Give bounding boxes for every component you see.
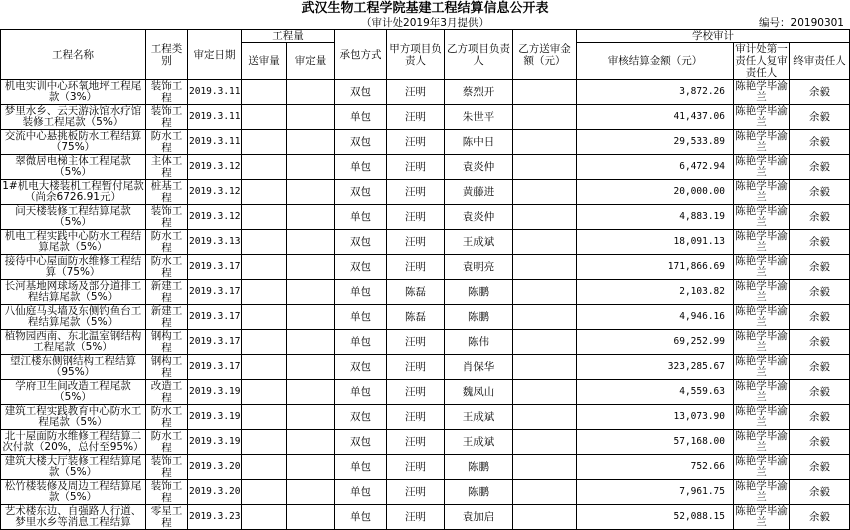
table-cell-party-b[interactable]: 陈中日 xyxy=(445,130,513,155)
table-cell-approved[interactable] xyxy=(287,105,335,130)
table-cell-party-b[interactable]: 肖保华 xyxy=(445,355,513,380)
table-row xyxy=(1,480,850,505)
table-cell-contract[interactable]: 单包 xyxy=(335,480,387,505)
table-cell-contract[interactable]: 双包 xyxy=(335,405,387,430)
table-cell-party-b[interactable]: 袁炎仲 xyxy=(445,205,513,230)
table-cell-final-reviewer[interactable]: 余毅 xyxy=(790,455,850,480)
col-header-name: 工程名称 xyxy=(1,30,146,80)
table-cell-sent[interactable] xyxy=(242,505,287,530)
table-cell-audit-amount[interactable]: 4,883.19 xyxy=(577,205,734,230)
table-cell-first-reviewer[interactable]: 陈艳学毕渝兰 xyxy=(735,380,788,403)
table-cell-date[interactable]: 2019.3.11 xyxy=(188,130,242,155)
table-cell-approved[interactable] xyxy=(287,430,335,455)
table-cell-approved[interactable] xyxy=(287,255,335,280)
table-cell-submitted[interactable] xyxy=(513,155,577,180)
table-cell-submitted[interactable] xyxy=(513,330,577,355)
table-cell-sent[interactable] xyxy=(242,330,287,355)
col-header-audit-amount: 审核结算金额（元） xyxy=(577,43,734,80)
table-cell-date[interactable]: 2019.3.12 xyxy=(188,180,242,205)
table-cell-contract[interactable]: 单包 xyxy=(335,105,387,130)
document-code: 编号：20190301 xyxy=(759,17,844,29)
table-cell-type[interactable]: 新建工程 xyxy=(146,280,188,305)
table-cell-submitted[interactable] xyxy=(513,280,577,305)
table-cell-party-b[interactable]: 袁炎仲 xyxy=(445,155,513,180)
table-row xyxy=(1,380,850,405)
table-row xyxy=(1,105,850,130)
table-cell-date[interactable]: 2019.3.11 xyxy=(188,105,242,130)
col-header-contract: 承包方式 xyxy=(335,30,387,80)
col-header-quantity: 工程量 xyxy=(242,30,335,43)
table-cell-name[interactable]: 北十屋面防水维修工程结算二次付款（20%，总付至95%） xyxy=(2,429,144,453)
table-cell-party-a[interactable]: 汪明 xyxy=(387,230,445,255)
col-header-approved: 审定量 xyxy=(287,43,335,80)
table-cell-contract[interactable]: 单包 xyxy=(335,205,387,230)
table-cell-date[interactable]: 2019.3.20 xyxy=(188,455,242,480)
table-cell-type[interactable]: 装饰工程 xyxy=(146,455,188,480)
table-cell-approved[interactable] xyxy=(287,280,335,305)
table-cell-sent[interactable] xyxy=(242,305,287,330)
table-cell-name[interactable]: 艺术楼东边、自强路人行道、梦里水乡等消息工程结算 xyxy=(1,505,146,530)
table-cell-approved[interactable] xyxy=(287,80,335,105)
table-cell-first-reviewer[interactable]: 陈艳学毕渝兰 xyxy=(735,280,788,303)
table-cell-sent[interactable] xyxy=(242,380,287,405)
col-header-first-reviewer: 审计处第一责任人复审责任人 xyxy=(735,43,788,79)
table-cell-party-a[interactable]: 汪明 xyxy=(387,180,445,205)
table-cell-audit-amount[interactable]: 4,946.16 xyxy=(577,305,734,330)
table-row xyxy=(1,230,850,255)
table-cell-approved[interactable] xyxy=(287,155,335,180)
table-cell-first-reviewer[interactable]: 陈艳学毕渝兰 xyxy=(735,155,788,178)
table-cell-contract[interactable]: 双包 xyxy=(335,430,387,455)
col-header-sent: 送审量 xyxy=(242,43,287,80)
table-cell-sent[interactable] xyxy=(242,230,287,255)
sheet-subtitle: （审计处2019年3月提供） xyxy=(361,17,489,29)
table-cell-contract[interactable]: 单包 xyxy=(335,505,387,530)
table-cell-first-reviewer[interactable]: 陈艳学毕渝兰 xyxy=(735,180,788,203)
table-cell-first-reviewer[interactable]: 陈艳学毕渝兰 xyxy=(735,405,788,428)
table-cell-name[interactable]: 松竹楼装修及周边工程结算尾款（5%） xyxy=(1,480,146,505)
table-cell-final-reviewer[interactable]: 余毅 xyxy=(790,155,850,180)
table-cell-contract[interactable]: 双包 xyxy=(335,180,387,205)
table-cell-date[interactable]: 2019.3.13 xyxy=(188,230,242,255)
table-cell-final-reviewer[interactable]: 余毅 xyxy=(790,130,850,155)
table-cell-type[interactable]: 防水工程 xyxy=(146,230,188,255)
table-cell-sent[interactable] xyxy=(242,405,287,430)
table-cell-final-reviewer[interactable]: 余毅 xyxy=(790,280,850,305)
table-cell-first-reviewer[interactable]: 陈艳学毕渝兰 xyxy=(735,80,788,103)
table-cell-final-reviewer[interactable]: 余毅 xyxy=(790,230,850,255)
table-cell-contract[interactable]: 单包 xyxy=(335,330,387,355)
table-cell-date[interactable]: 2019.3.12 xyxy=(188,205,242,230)
table-cell-party-a[interactable]: 汪明 xyxy=(387,405,445,430)
table-cell-audit-amount[interactable]: 2,103.82 xyxy=(577,280,734,305)
table-cell-party-b[interactable]: 陈伟 xyxy=(445,330,513,355)
table-cell-final-reviewer[interactable]: 余毅 xyxy=(790,255,850,280)
table-cell-party-b[interactable]: 陈鹏 xyxy=(445,305,513,330)
col-header-school-audit: 学校审计 xyxy=(577,30,850,43)
table-cell-final-reviewer[interactable]: 余毅 xyxy=(790,105,850,130)
table-cell-first-reviewer[interactable]: 陈艳学毕渝兰 xyxy=(735,230,788,253)
table-cell-party-a[interactable]: 陈磊 xyxy=(387,280,445,305)
table-cell-approved[interactable] xyxy=(287,380,335,405)
table-cell-type[interactable]: 装饰工程 xyxy=(146,205,188,230)
table-cell-party-b[interactable]: 王成斌 xyxy=(445,430,513,455)
table-cell-party-a[interactable]: 汪明 xyxy=(387,80,445,105)
table-cell-submitted[interactable] xyxy=(513,255,577,280)
sheet-title: 武汉生物工程学院基建工程结算信息公开表 xyxy=(301,1,549,16)
table-cell-date[interactable]: 2019.3.17 xyxy=(188,355,242,380)
table-cell-contract[interactable]: 单包 xyxy=(335,305,387,330)
table-cell-submitted[interactable] xyxy=(513,480,577,505)
table-cell-type[interactable]: 防水工程 xyxy=(146,430,188,455)
table-row xyxy=(1,430,850,455)
table-cell-name[interactable]: 机电工程实践中心防水工程结算尾款（5%） xyxy=(1,230,146,255)
table-cell-date[interactable]: 2019.3.23 xyxy=(188,505,242,530)
table-cell-sent[interactable] xyxy=(242,180,287,205)
col-header-final-reviewer: 终审责任人 xyxy=(790,43,850,80)
table-cell-submitted[interactable] xyxy=(513,180,577,205)
table-cell-contract[interactable]: 单包 xyxy=(335,155,387,180)
table-cell-name[interactable]: 1#机电大楼装机工程暂付尾款（尚余6726.91元） xyxy=(2,179,144,203)
table-cell-audit-amount[interactable]: 29,533.89 xyxy=(577,130,734,155)
table-row xyxy=(1,280,850,305)
table-cell-party-b[interactable]: 黄藤进 xyxy=(445,180,513,205)
table-cell-name[interactable]: 植物园西南、东北温室钢结构工程尾款（5%） xyxy=(1,330,146,355)
table-cell-audit-amount[interactable]: 4,559.63 xyxy=(577,380,734,405)
col-header-party-a: 甲方项目负责人 xyxy=(387,30,445,80)
table-cell-approved[interactable] xyxy=(287,130,335,155)
table-cell-contract[interactable]: 单包 xyxy=(335,280,387,305)
table-cell-audit-amount[interactable]: 69,252.99 xyxy=(577,330,734,355)
table-cell-contract[interactable]: 双包 xyxy=(335,355,387,380)
table-row xyxy=(1,130,850,155)
table-cell-final-reviewer[interactable]: 余毅 xyxy=(790,430,850,455)
table-cell-name[interactable]: 长河基地网球场及部分道排工程结算尾款（5%） xyxy=(1,280,146,305)
table-cell-type[interactable]: 装饰工程 xyxy=(146,80,188,105)
table-cell-party-a[interactable]: 汪明 xyxy=(387,130,445,155)
table-cell-sent[interactable] xyxy=(242,205,287,230)
table-cell-submitted[interactable] xyxy=(513,105,577,130)
table-cell-date[interactable]: 2019.3.17 xyxy=(188,255,242,280)
table-cell-submitted[interactable] xyxy=(513,405,577,430)
table-row xyxy=(1,80,850,105)
table-cell-date[interactable]: 2019.3.19 xyxy=(188,430,242,455)
table-cell-date[interactable]: 2019.3.17 xyxy=(188,280,242,305)
table-cell-submitted[interactable] xyxy=(513,305,577,330)
table-cell-name[interactable]: 梦里水乡、云天游泳馆水疗馆装修工程尾款（5%） xyxy=(1,105,146,130)
table-cell-type[interactable]: 新建工程 xyxy=(146,305,188,330)
table-cell-approved[interactable] xyxy=(287,480,335,505)
table-cell-type[interactable]: 桩基工程 xyxy=(146,180,188,205)
table-cell-type[interactable]: 防水工程 xyxy=(146,255,188,280)
table-cell-type[interactable]: 防水工程 xyxy=(146,405,188,430)
table-cell-party-a[interactable]: 汪明 xyxy=(387,205,445,230)
table-cell-date[interactable]: 2019.3.19 xyxy=(188,405,242,430)
table-row xyxy=(1,505,850,530)
table-cell-party-a[interactable]: 汪明 xyxy=(387,330,445,355)
table-cell-audit-amount[interactable]: 52,088.15 xyxy=(577,505,734,530)
table-cell-submitted[interactable] xyxy=(513,430,577,455)
table-cell-party-b[interactable]: 陈鹏 xyxy=(445,455,513,480)
table-cell-party-b[interactable]: 王成斌 xyxy=(445,230,513,255)
table-cell-approved[interactable] xyxy=(287,205,335,230)
table-cell-contract[interactable]: 双包 xyxy=(335,255,387,280)
table-cell-submitted[interactable] xyxy=(513,505,577,530)
table-cell-party-a[interactable]: 汪明 xyxy=(387,155,445,180)
table-cell-type[interactable]: 主体工程 xyxy=(146,155,188,180)
table-cell-sent[interactable] xyxy=(242,80,287,105)
table-cell-party-b[interactable]: 陈鹏 xyxy=(445,480,513,505)
table-row xyxy=(1,405,850,430)
table-cell-submitted[interactable] xyxy=(513,355,577,380)
table-cell-approved[interactable] xyxy=(287,455,335,480)
table-cell-sent[interactable] xyxy=(242,155,287,180)
table-cell-approved[interactable] xyxy=(287,330,335,355)
table-cell-final-reviewer[interactable]: 余毅 xyxy=(790,355,850,380)
table-cell-first-reviewer[interactable]: 陈艳学毕渝兰 xyxy=(735,205,788,228)
table-cell-final-reviewer[interactable]: 余毅 xyxy=(790,405,850,430)
table-cell-party-a[interactable]: 汪明 xyxy=(387,380,445,405)
table-cell-contract[interactable]: 双包 xyxy=(335,130,387,155)
table-row xyxy=(1,305,850,330)
table-cell-approved[interactable] xyxy=(287,180,335,205)
table-cell-final-reviewer[interactable]: 余毅 xyxy=(790,180,850,205)
table-cell-name[interactable]: 翠微居电梯主体工程尾款（5%） xyxy=(1,155,146,180)
table-cell-submitted[interactable] xyxy=(513,205,577,230)
table-cell-first-reviewer[interactable]: 陈艳学毕渝兰 xyxy=(735,255,788,278)
table-cell-party-a[interactable]: 陈磊 xyxy=(387,305,445,330)
table-row xyxy=(1,455,850,480)
table-cell-first-reviewer[interactable]: 陈艳学毕渝兰 xyxy=(735,305,788,328)
table-cell-final-reviewer[interactable]: 余毅 xyxy=(790,505,850,530)
table-cell-final-reviewer[interactable]: 余毅 xyxy=(790,380,850,405)
table-cell-contract[interactable]: 单包 xyxy=(335,455,387,480)
table-cell-party-a[interactable]: 汪明 xyxy=(387,455,445,480)
table-cell-first-reviewer[interactable]: 陈艳学毕渝兰 xyxy=(735,430,788,453)
table-cell-audit-amount[interactable]: 20,000.00 xyxy=(577,180,734,205)
table-cell-name[interactable]: 接待中心屋面防水维修工程结算（75%） xyxy=(1,255,146,280)
table-cell-audit-amount[interactable]: 13,073.90 xyxy=(577,405,734,430)
table-cell-first-reviewer[interactable]: 陈艳学毕渝兰 xyxy=(735,330,788,353)
table-cell-sent[interactable] xyxy=(242,355,287,380)
col-header-date: 审定日期 xyxy=(188,30,242,80)
table-cell-sent[interactable] xyxy=(242,130,287,155)
table-cell-name[interactable]: 建筑大楼大厅装修工程结算尾款（5%） xyxy=(1,455,146,480)
table-cell-type[interactable]: 零星工程 xyxy=(146,505,188,530)
table-cell-type[interactable]: 防水工程 xyxy=(146,130,188,155)
table-cell-audit-amount[interactable]: 41,437.06 xyxy=(577,105,734,130)
table-cell-contract[interactable]: 双包 xyxy=(335,230,387,255)
table-cell-date[interactable]: 2019.3.17 xyxy=(188,330,242,355)
table-cell-first-reviewer[interactable]: 陈艳学毕渝兰 xyxy=(735,130,788,153)
table-cell-final-reviewer[interactable]: 余毅 xyxy=(790,305,850,330)
table-cell-type[interactable]: 装饰工程 xyxy=(146,480,188,505)
table-cell-approved[interactable] xyxy=(287,230,335,255)
table-row xyxy=(1,355,850,380)
table-row xyxy=(1,180,850,205)
table-cell-party-b[interactable]: 蔡烈开 xyxy=(445,80,513,105)
table-cell-audit-amount[interactable]: 323,285.67 xyxy=(577,355,734,380)
table-cell-name[interactable]: 问天楼装修工程结算尾款（5%） xyxy=(1,205,146,230)
table-cell-sent[interactable] xyxy=(242,105,287,130)
table-cell-name[interactable]: 学府卫生间改造工程尾款（5%） xyxy=(1,380,146,405)
table-cell-final-reviewer[interactable]: 余毅 xyxy=(790,480,850,505)
table-cell-party-a[interactable]: 汪明 xyxy=(387,505,445,530)
table-cell-type[interactable]: 装饰工程 xyxy=(146,105,188,130)
table-cell-party-b[interactable]: 魏凤山 xyxy=(445,380,513,405)
col-header-party-b: 乙方项目负责人 xyxy=(445,30,513,80)
table-cell-name[interactable]: 交流中心悬挑板防水工程结算（75%） xyxy=(1,130,146,155)
table-cell-name[interactable]: 机电实训中心环氧地坪工程尾款（3%） xyxy=(1,80,146,105)
table-cell-audit-amount[interactable]: 6,472.94 xyxy=(577,155,734,180)
table-cell-first-reviewer[interactable]: 陈艳学毕渝兰 xyxy=(735,455,788,478)
table-cell-approved[interactable] xyxy=(287,505,335,530)
table-cell-type[interactable]: 钢构工程 xyxy=(146,355,188,380)
table-cell-first-reviewer[interactable]: 陈艳学毕渝兰 xyxy=(735,480,788,503)
table-cell-final-reviewer[interactable]: 余毅 xyxy=(790,330,850,355)
table-cell-first-reviewer[interactable]: 陈艳学毕渝兰 xyxy=(735,105,788,128)
table-cell-submitted[interactable] xyxy=(513,80,577,105)
table-cell-name[interactable]: 建筑工程实践教育中心防水工程尾款（5%） xyxy=(1,405,146,430)
table-cell-audit-amount[interactable]: 171,866.69 xyxy=(577,255,734,280)
table-cell-party-b[interactable]: 王成斌 xyxy=(445,405,513,430)
table-cell-first-reviewer[interactable]: 陈艳学毕渝兰 xyxy=(735,355,788,378)
table-cell-audit-amount[interactable]: 752.66 xyxy=(577,455,734,480)
table-row xyxy=(1,255,850,280)
table-cell-date[interactable]: 2019.3.19 xyxy=(188,380,242,405)
table-cell-sent[interactable] xyxy=(242,480,287,505)
table-cell-sent[interactable] xyxy=(242,455,287,480)
table-cell-contract[interactable]: 单包 xyxy=(335,380,387,405)
table-cell-date[interactable]: 2019.3.17 xyxy=(188,305,242,330)
table-cell-name[interactable]: 望江楼东侧钢结构工程结算（95%） xyxy=(1,355,146,380)
table-cell-final-reviewer[interactable]: 余毅 xyxy=(790,205,850,230)
table-cell-date[interactable]: 2019.3.20 xyxy=(188,480,242,505)
table-cell-approved[interactable] xyxy=(287,355,335,380)
col-header-submitted: 乙方送审金额（元） xyxy=(513,30,577,80)
table-cell-party-b[interactable]: 袁明亮 xyxy=(445,255,513,280)
table-cell-submitted[interactable] xyxy=(513,130,577,155)
table-cell-party-a[interactable]: 汪明 xyxy=(387,430,445,455)
table-cell-first-reviewer[interactable]: 陈艳学毕渝兰 xyxy=(735,505,788,528)
table-cell-approved[interactable] xyxy=(287,305,335,330)
table-cell-submitted[interactable] xyxy=(513,380,577,405)
table-cell-date[interactable]: 2019.3.12 xyxy=(188,155,242,180)
table-row xyxy=(1,205,850,230)
table-cell-approved[interactable] xyxy=(287,405,335,430)
table-cell-type[interactable]: 改造工程 xyxy=(146,380,188,405)
table-cell-sent[interactable] xyxy=(242,280,287,305)
table-cell-party-b[interactable]: 陈鹏 xyxy=(445,280,513,305)
table-cell-date[interactable]: 2019.3.11 xyxy=(188,80,242,105)
table-cell-type[interactable]: 钢构工程 xyxy=(146,330,188,355)
table-row xyxy=(1,330,850,355)
table-cell-party-a[interactable]: 汪明 xyxy=(387,355,445,380)
table-cell-party-a[interactable]: 汪明 xyxy=(387,480,445,505)
table-row xyxy=(1,155,850,180)
table-cell-audit-amount[interactable]: 7,961.75 xyxy=(577,480,734,505)
table-cell-name[interactable]: 八仙庭马头墙及东侧钓鱼台工程结算尾款（5%） xyxy=(1,305,146,330)
table-cell-party-a[interactable]: 汪明 xyxy=(387,255,445,280)
table-cell-party-b[interactable]: 袁加启 xyxy=(445,505,513,530)
table-cell-audit-amount[interactable]: 18,091.13 xyxy=(577,230,734,255)
table-cell-final-reviewer[interactable]: 余毅 xyxy=(790,80,850,105)
settlement-table xyxy=(0,29,850,530)
table-cell-party-b[interactable]: 朱世平 xyxy=(445,105,513,130)
col-header-type: 工程类别 xyxy=(146,30,188,80)
table-cell-party-a[interactable]: 汪明 xyxy=(387,105,445,130)
table-cell-sent[interactable] xyxy=(242,430,287,455)
table-cell-contract[interactable]: 双包 xyxy=(335,80,387,105)
table-cell-audit-amount[interactable]: 57,168.00 xyxy=(577,430,734,455)
table-cell-audit-amount[interactable]: 3,872.26 xyxy=(577,80,734,105)
table-cell-submitted[interactable] xyxy=(513,455,577,480)
table-cell-submitted[interactable] xyxy=(513,230,577,255)
table-cell-sent[interactable] xyxy=(242,255,287,280)
